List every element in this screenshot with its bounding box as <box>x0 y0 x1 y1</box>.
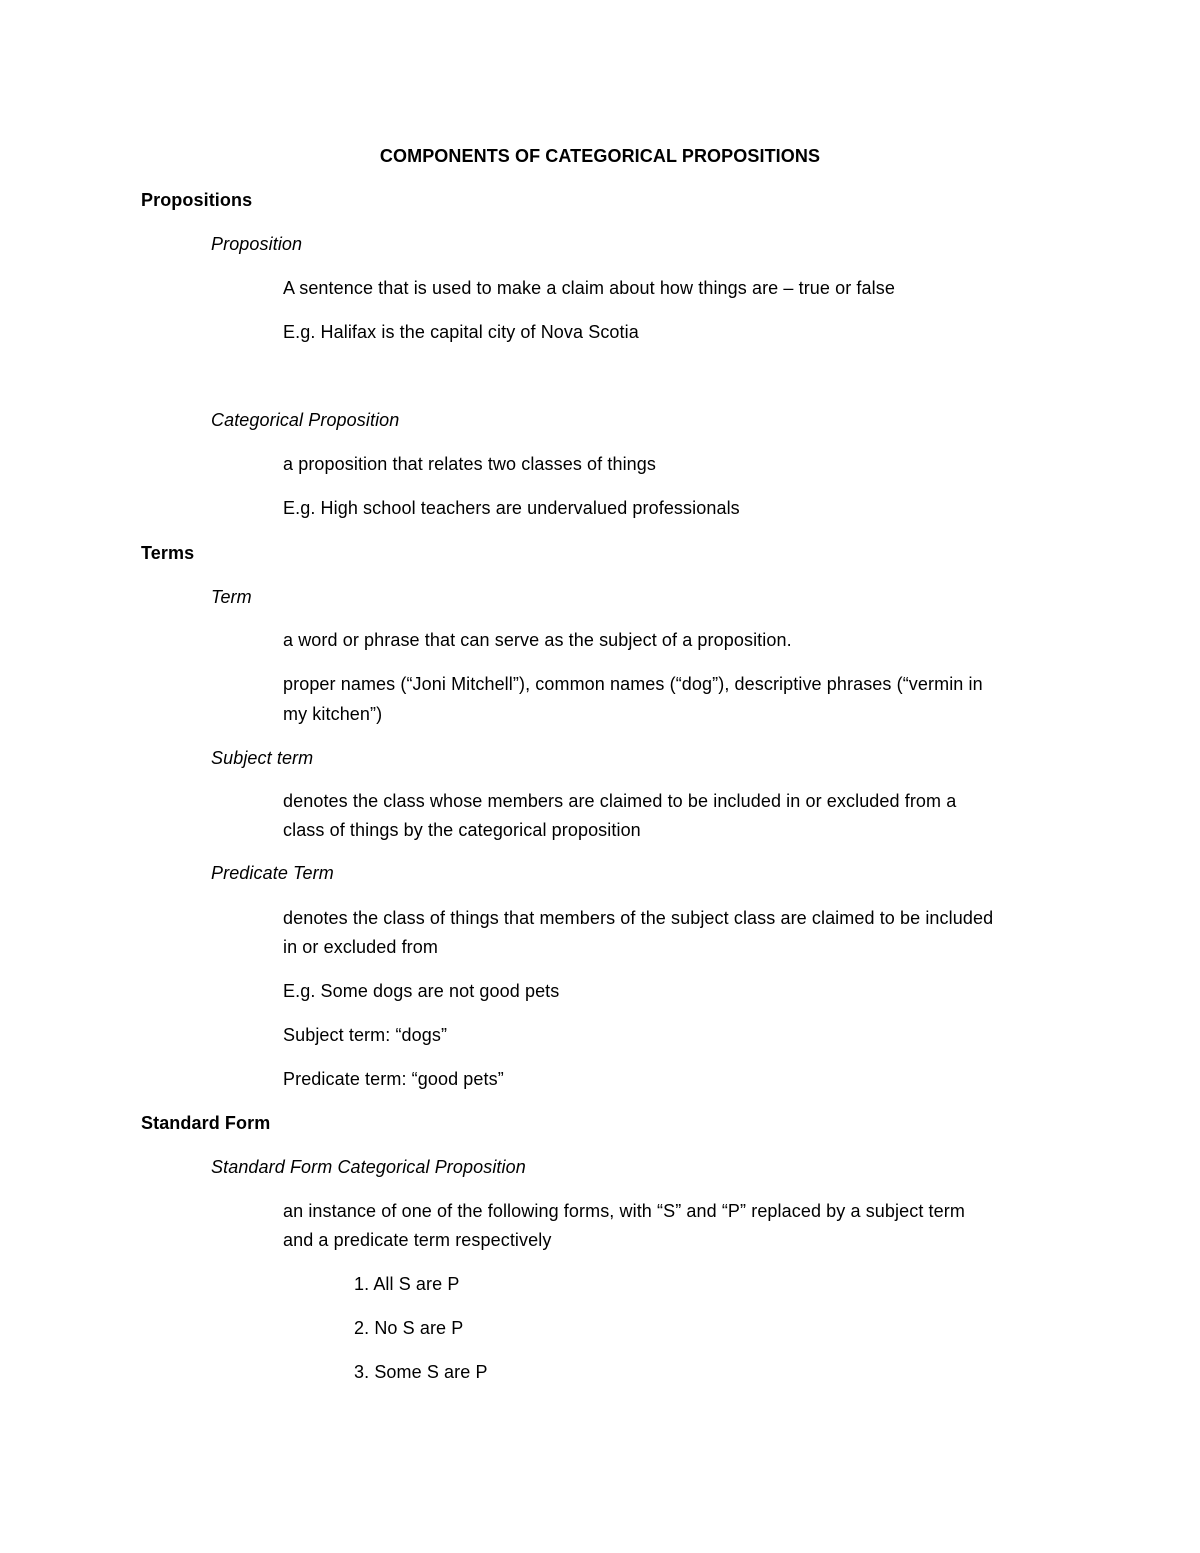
example-text: E.g. High school teachers are undervalued professionals <box>283 498 740 518</box>
subject-term-example: Subject term: “dogs” <box>283 1025 448 1045</box>
definition-text-continued: and a predicate term respectively <box>283 1230 552 1250</box>
definition-text: a word or phrase that can serve as the subject of a proposition. <box>283 630 792 650</box>
predicate-term-example: Predicate term: “good pets” <box>283 1069 504 1089</box>
term-heading-subject-term: Subject term <box>211 748 314 768</box>
definition-text-continued: class of things by the categorical proposition <box>283 820 641 840</box>
definition-text: an instance of one of the following forms, with “S” and “P” replaced by a subject term <box>283 1201 965 1221</box>
section-heading-propositions: Propositions <box>141 190 253 210</box>
section-heading-terms: Terms <box>141 543 195 563</box>
section-heading-standard-form: Standard Form <box>141 1113 271 1133</box>
definition-text: denotes the class whose members are claimed to be included in or excluded from a <box>283 791 957 811</box>
example-text: E.g. Halifax is the capital city of Nova Scotia <box>283 322 639 342</box>
list-item: 3. Some S are P <box>354 1362 488 1382</box>
term-heading-predicate-term: Predicate Term <box>211 863 334 883</box>
definition-text: a proposition that relates two classes of things <box>283 454 656 474</box>
definition-text: A sentence that is used to make a claim about how things are – true or false <box>283 278 895 298</box>
definition-text: denotes the class of things that members of the subject class are claimed to be included <box>283 908 994 928</box>
term-heading-standard-form-categorical-proposition: Standard Form Categorical Proposition <box>211 1157 526 1177</box>
list-item: 1. All S are P <box>354 1274 460 1294</box>
example-text: E.g. Some dogs are not good pets <box>283 981 560 1001</box>
term-heading-proposition: Proposition <box>211 234 303 254</box>
term-heading-categorical-proposition: Categorical Proposition <box>211 410 400 430</box>
document-title: COMPONENTS OF CATEGORICAL PROPOSITIONS <box>379 146 821 166</box>
example-text: proper names (“Joni Mitchell”), common names (“dog”), descriptive phrases (“vermin in <box>283 674 983 694</box>
example-text-continued: my kitchen”) <box>283 704 383 724</box>
list-item: 2. No S are P <box>354 1318 464 1338</box>
definition-text-continued: in or excluded from <box>283 937 438 957</box>
term-heading-term: Term <box>211 587 252 607</box>
